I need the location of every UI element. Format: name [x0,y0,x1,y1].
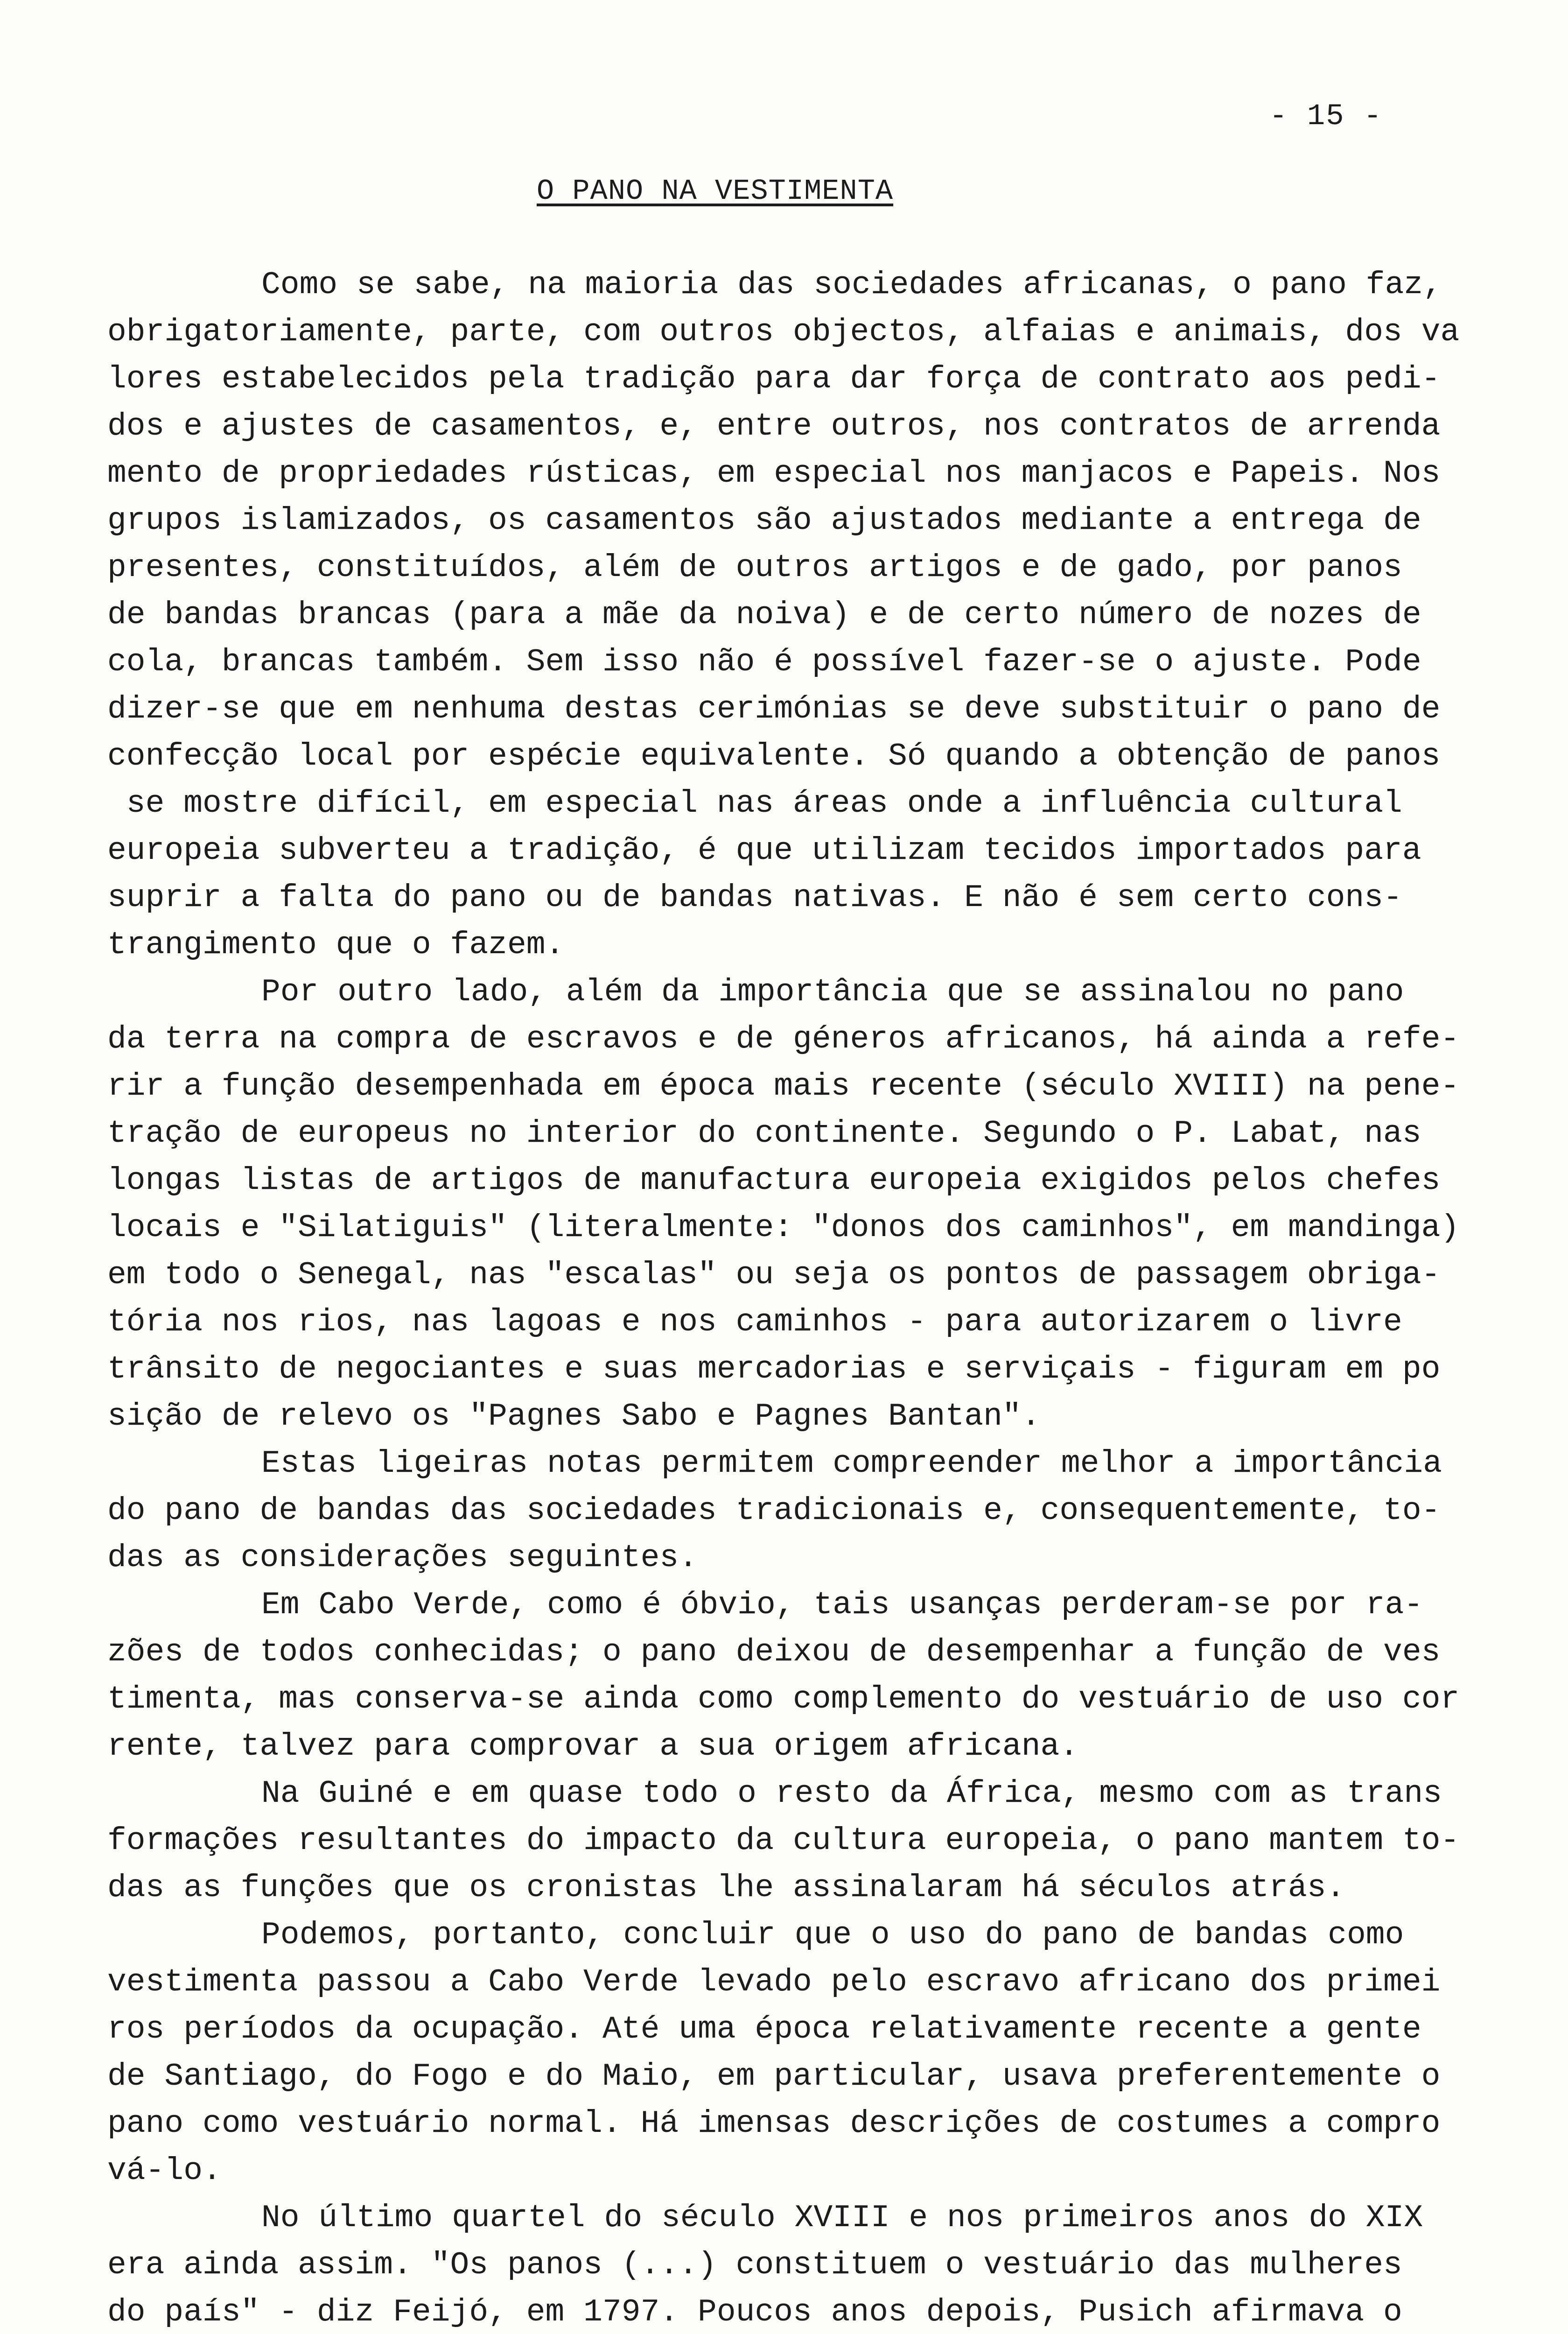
text-line: vestimenta passou a Cabo Verde levado pelo escravo africano dos primei [107,1964,1441,2000]
page-number: - 15 - [1269,100,1383,134]
text-line: Estas ligeiras notas permitem compreender melhor a importância [261,1446,1442,1482]
paragraph-2 [107,969,1461,1440]
text-line: Na Guiné e em quase todo o resto da África, mesmo com as trans [261,1776,1442,1812]
paragraph-1 [107,261,1461,969]
text-line: presentes, constituídos, além de outros artigos e de gado, por panos [107,550,1402,586]
text-line: zões de todos conhecidas; o pano deixou de desempenhar a função de ves [107,1634,1441,1670]
text-line: formações resultantes do impacto da cultura europeia, o pano mantem to- [107,1823,1460,1859]
text-line: de Santiago, do Fogo e do Maio, em particular, usava preferentemente o [107,2059,1441,2095]
paragraph-6 [107,1912,1461,2194]
text-line: Por outro lado, além da importância que se assinalou no pano [261,974,1404,1010]
text-line: europeia subverteu a tradição, é que utilizam tecidos importados para [107,833,1421,869]
text-line: dizer-se que em nenhuma destas cerimónias se deve substituir o pano de [107,691,1441,727]
text-line: Como se sabe, na maioria das sociedades africanas, o pano faz, [261,267,1442,303]
paragraph-7 [107,2194,1461,2334]
text-line: tração de europeus no interior do continente. Segundo o P. Labat, nas [107,1116,1421,1152]
text-line: trânsito de negociantes e suas mercadorias e serviçais - figuram em po [107,1351,1441,1387]
page-title: O PANO NA VESTIMENTA [537,175,894,208]
text-line: tória nos rios, nas lagoas e nos caminhos - para autorizarem o livre [107,1304,1402,1340]
text-line: grupos islamizados, os casamentos são ajustados mediante a entrega de [107,503,1421,539]
paragraph-4 [107,1582,1461,1770]
text-line: vá-lo. [107,2153,222,2189]
text-line: suprir a falta do pano ou de bandas nativas. E não é sem certo cons- [107,880,1402,916]
text-line: pano como vestuário normal. Há imensas descrições de costumes a compro [107,2106,1441,2142]
text-line: locais e "Silatiguis" (literalmente: "donos dos caminhos", em mandinga) [107,1210,1460,1246]
paragraph-5 [107,1770,1461,1912]
paragraph-3 [107,1440,1461,1582]
text-line: dos e ajustes de casamentos, e, entre outros, nos contratos de arrenda [107,408,1441,444]
text-line: das as funções que os cronistas lhe assinalaram há séculos atrás. [107,1870,1345,1906]
text-line: em todo o Senegal, nas "escalas" ou seja os pontos de passagem obriga- [107,1257,1441,1293]
text-line: lores estabelecidos pela tradição para dar força de contrato aos pedi- [107,361,1441,397]
text-line: Podemos, portanto, concluir que o uso do pano de bandas como [261,1917,1404,1953]
text-line: Em Cabo Verde, como é óbvio, tais usanças perderam-se por ra- [261,1587,1423,1623]
text-line: No último quartel do século XVIII e nos primeiros anos do XIX [261,2200,1423,2236]
text-line: trangimento que o fazem. [107,927,565,963]
body-text [107,261,1461,2334]
text-line: timenta, mas conserva-se ainda como complemento do vestuário de uso cor [107,1681,1460,1717]
text-line: era ainda assim. "Os panos (...) constituem o vestuário das mulheres [107,2247,1402,2283]
text-line: das as considerações seguintes. [107,1540,698,1576]
text-line: obrigatoriamente, parte, com outros objectos, alfaias e animais, dos va [107,314,1460,350]
text-line: confecção local por espécie equivalente. Só quando a obtenção de panos [107,738,1441,774]
text-line: rente, talvez para comprovar a sua origem africana. [107,1729,1079,1765]
text-line: da terra na compra de escravos e de géneros africanos, há ainda a refe- [107,1021,1460,1057]
text-line: rir a função desempenhada em época mais recente (século XVIII) na pene- [107,1069,1460,1104]
text-line: cola, brancas também. Sem isso não é possível fazer-se o ajuste. Pode [107,644,1421,680]
text-line: se mostre difícil, em especial nas áreas onde a influência cultural [107,786,1402,822]
text-line: sição de relevo os "Pagnes Sabo e Pagnes Bantan". [107,1399,1041,1434]
text-line: do pano de bandas das sociedades tradicionais e, consequentemente, to- [107,1493,1441,1529]
text-line: ros períodos da ocupação. Até uma época relativamente recente a gente [107,2011,1421,2047]
text-line: do país" - diz Feijó, em 1797. Poucos anos depois, Pusich afirmava o [107,2294,1402,2330]
text-line: mento de propriedades rústicas, em especial nos manjacos e Papeis. Nos [107,456,1441,492]
text-line: de bandas brancas (para a mãe da noiva) e de certo número de nozes de [107,597,1421,633]
text-line: longas listas de artigos de manufactura europeia exigidos pelos chefes [107,1163,1441,1199]
